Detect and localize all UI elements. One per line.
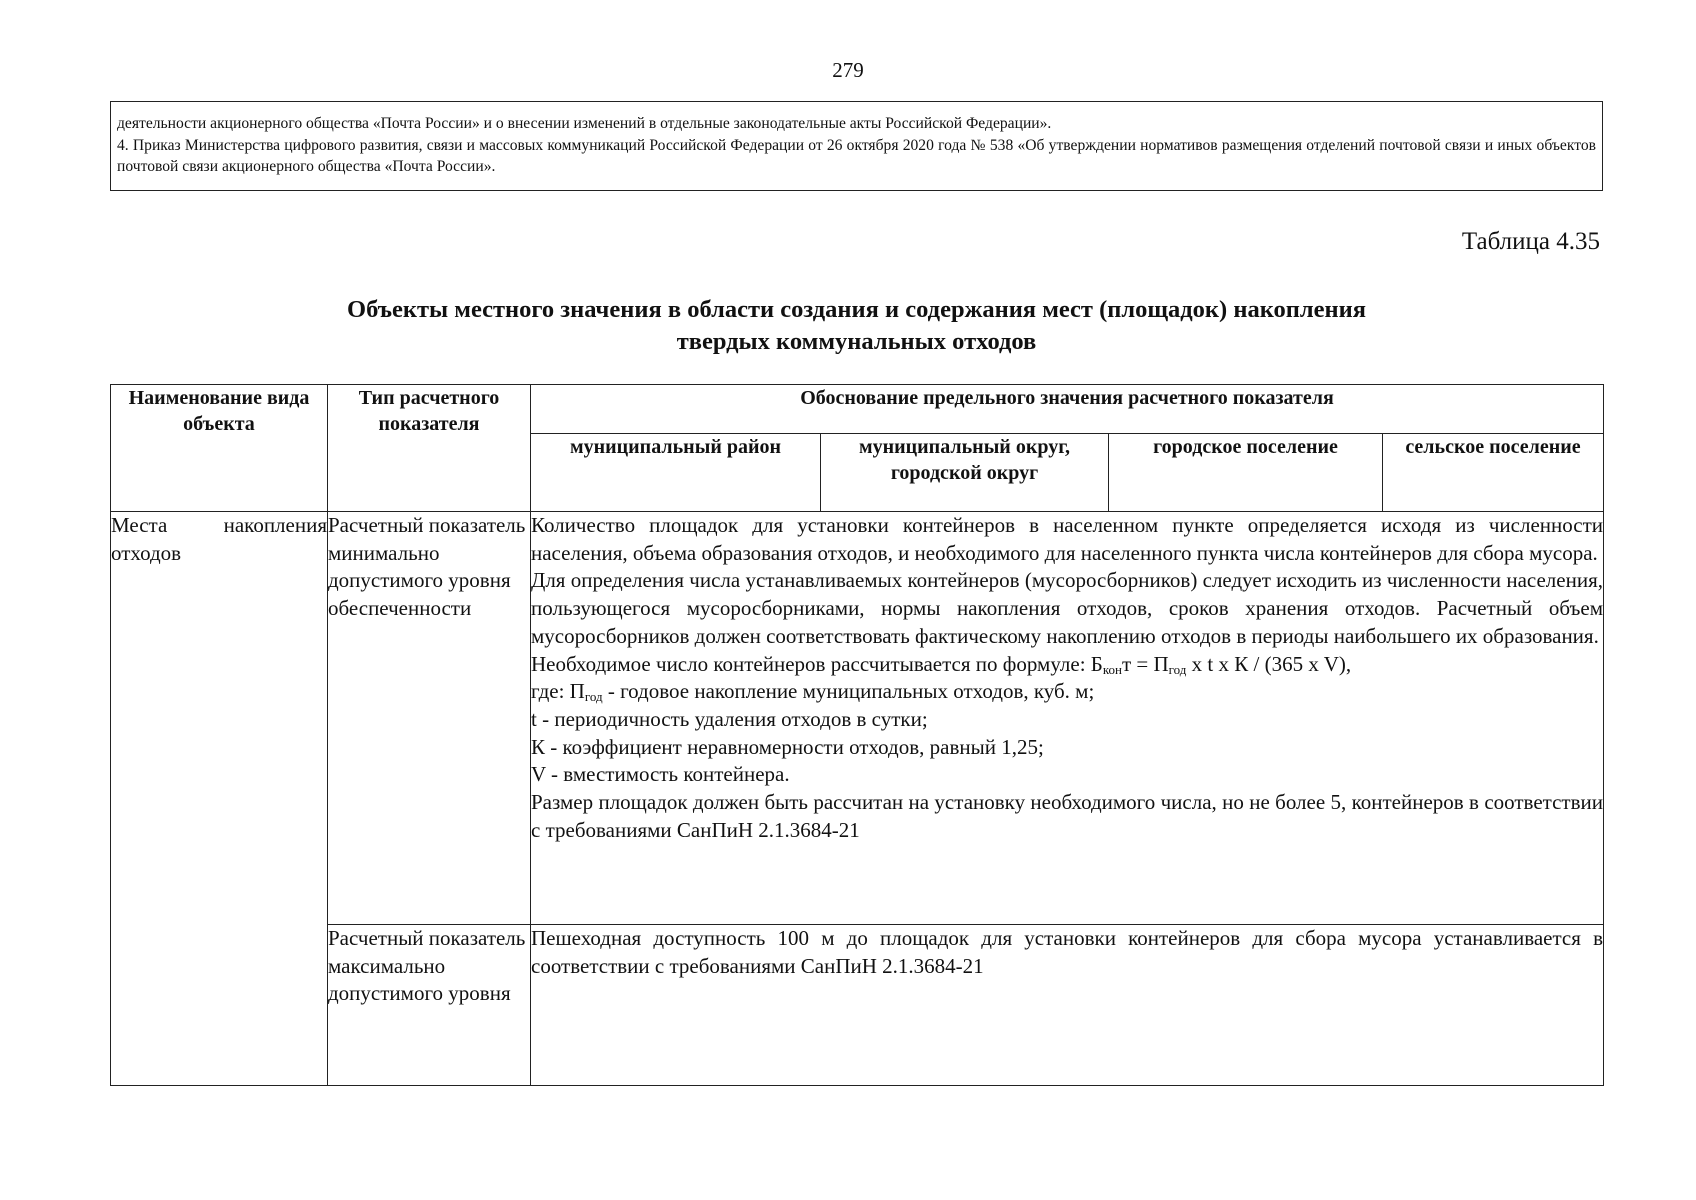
table-label: Таблица 4.35 (1461, 228, 1600, 255)
indicator-type-cell: Расчетный показатель минимально допустимого уровня обеспеченности (328, 512, 531, 925)
table-title-line-1: Объекты местного значения в области создания и содержания мест (площадок) накопления (347, 296, 1366, 323)
justification-cell (531, 512, 1604, 925)
object-name-cell (111, 512, 328, 1086)
formula-where-line (531, 678, 1603, 706)
continuation-note-box (110, 101, 1603, 191)
where-text: - годовое накопление муниципальных отходов, куб. м; (602, 679, 1095, 704)
formula-subscript: кон (1102, 661, 1122, 677)
note-line-2: 4. Приказ Министерства цифрового развития, связи и массовых коммуникаций Российской Федерации от 26 октября 2020 года № 538 «Об утверждении нормативов размещения отделений почтовой связи и иных объектов почтовой связи акционерного общества «Почта России». (117, 136, 1596, 175)
header-urban-settlement: городское поселение (1109, 434, 1383, 512)
variable-v-line: V - вместимость контейнера. (531, 762, 790, 787)
header-object-name: Наименование вида объекта (111, 385, 328, 512)
table-row (111, 925, 1604, 1086)
variable-k-line: К - коэффициент неравномерности отходов, равный 1,25; (531, 734, 1044, 759)
table-title-line-2: твердых коммунальных отходов (676, 328, 1037, 355)
where-text: где: П (531, 679, 585, 704)
indicator-type-cell: Расчетный показатель максимально допустимого уровня (328, 925, 531, 1086)
justification-paragraph: Пешеходная доступность 100 м до площадок для установки контейнеров для сбора мусора устанавливается в соответствии с требованиями СанПиН 2.1.3684-21 (531, 926, 1603, 978)
page-number: 279 (832, 58, 864, 82)
table-title (110, 294, 1603, 358)
justification-paragraph: Количество площадок для установки контейнеров в населенном пункте определяется исходя из численности населения, объема образования отходов, и необходимого для населенного пункта числа контейнеров для сбора мусора. (531, 513, 1603, 565)
note-line-1: деятельности акционерного общества «Почта России» и о внесении изменений в отдельные законодательные акты Российской Федерации». (117, 115, 1052, 132)
justification-cell (531, 925, 1604, 1086)
object-name-text: Места накопления отходов (111, 513, 327, 565)
header-justification: Обоснование предельного значения расчетного показателя (531, 385, 1604, 434)
formula-text: т = П (1121, 651, 1169, 676)
formula-subscript: год (1168, 661, 1187, 677)
indicators-table (110, 384, 1604, 1086)
formula-text: x t x К / (365 x V), (1186, 651, 1352, 676)
header-municipal-okrug: муниципальный округ, городской округ (821, 434, 1109, 512)
justification-paragraph: Для определения числа устанавливаемых контейнеров (мусоросборников) следует исходить из численности населения, пользующегося мусоросборниками, нормы накопления отходов, сроков хранения отходов. Расчетный объем мусоросборников должен соответствовать фактическому накоплению отходов в периоды наибольшего их образования. (531, 568, 1603, 648)
formula-line (531, 651, 1603, 679)
header-row-1 (111, 385, 1604, 434)
header-municipal-district: муниципальный район (531, 434, 821, 512)
table-row (111, 512, 1604, 925)
header-rural-settlement: сельское поселение (1383, 434, 1604, 512)
where-subscript: год (584, 689, 603, 705)
header-indicator-type: Тип расчетного показателя (328, 385, 531, 512)
justification-paragraph: Размер площадок должен быть рассчитан на установку необходимого числа, но не более 5, контейнеров в соответствии с требованиями СанПиН 2.1.3684-21 (531, 790, 1603, 842)
variable-t-line: t - периодичность удаления отходов в сутки; (531, 706, 928, 731)
formula-text: Необходимое число контейнеров рассчитывается по формуле: Б (531, 651, 1103, 676)
